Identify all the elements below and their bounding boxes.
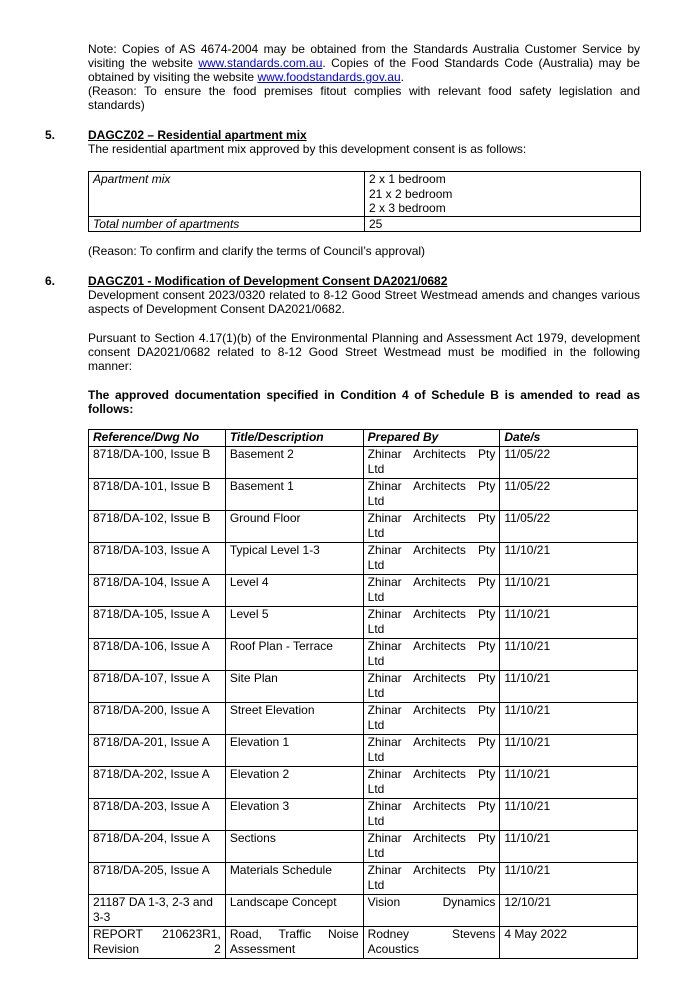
table-row — [89, 798, 638, 830]
date-cell: 12/10/21 — [500, 894, 638, 926]
title-cell: Site Plan — [225, 670, 363, 702]
note-text-1: Note: Copies of AS 4674-2004 may be obtained from the Standards Australia Customer Service by visiting the website — [88, 42, 640, 70]
title-cell: Level 5 — [225, 606, 363, 638]
title-cell: Basement 1 — [225, 478, 363, 510]
prepared-by-cell: Zhinar Architects Pty Ltd — [363, 830, 500, 862]
title-cell: Street Elevation — [225, 702, 363, 734]
date-cell: 11/10/21 — [500, 638, 638, 670]
table-row — [89, 542, 638, 574]
title-cell: Level 4 — [225, 574, 363, 606]
table-row — [89, 446, 638, 478]
prepared-by-cell: Zhinar Architects Pty Ltd — [363, 734, 500, 766]
title-cell: Typical Level 1-3 — [225, 542, 363, 574]
section-6-bold-para: The approved documentation specified in Condition 4 of Schedule B is amended to read as follows: — [88, 388, 640, 416]
total-apartments-label: Total number of apartments — [89, 216, 365, 232]
table-row — [89, 478, 638, 510]
table-header-row — [89, 430, 638, 447]
table-row — [89, 830, 638, 862]
title-cell: Ground Floor — [225, 510, 363, 542]
prepared-by-cell: Zhinar Architects Pty Ltd — [363, 510, 500, 542]
date-cell: 11/05/22 — [500, 510, 638, 542]
section-6-title: DAGCZ01 - Modification of Development Consent DA2021/0682 — [88, 274, 448, 288]
foodstandards-link[interactable]: www.foodstandards.gov.au — [257, 70, 401, 84]
apartment-mix-row — [89, 172, 641, 217]
section-5-title: DAGCZ02 – Residential apartment mix — [88, 128, 307, 142]
table-row — [89, 766, 638, 798]
apartment-mix-label: Apartment mix — [89, 172, 365, 217]
date-cell: 11/05/22 — [500, 446, 638, 478]
note-text-3: . — [400, 70, 404, 84]
reference-cell: 8718/DA-203, Issue A — [89, 798, 226, 830]
reference-cell: 8718/DA-100, Issue B — [89, 446, 226, 478]
reference-cell: 21187 DA 1-3, 2-3 and 3-3 — [89, 894, 226, 926]
prepared-by-cell: Vision Dynamics — [363, 894, 500, 926]
title-cell: Elevation 3 — [225, 798, 363, 830]
prepared-by-cell: Zhinar Architects Pty Ltd — [363, 606, 500, 638]
date-cell: 11/10/21 — [500, 734, 638, 766]
apartment-mix-value: 2 x 1 bedroom — [369, 172, 446, 186]
reference-cell: 8718/DA-204, Issue A — [89, 830, 226, 862]
header-prepared-by: Prepared By — [363, 430, 500, 447]
date-cell: 11/10/21 — [500, 862, 638, 894]
table-row — [89, 606, 638, 638]
apartment-mix-value: 2 x 3 bedroom — [369, 201, 446, 215]
section-6-para-1: Development consent 2023/0320 related to 8-12 Good Street Westmead amends and changes various aspects of Development Consent DA2021/0682. — [88, 288, 640, 316]
reference-cell: 8718/DA-101, Issue B — [89, 478, 226, 510]
table-row — [89, 926, 638, 958]
prepared-by-cell: Rodney Stevens Acoustics — [363, 926, 500, 958]
apartment-mix-value: 21 x 2 bedroom — [369, 186, 453, 201]
reference-cell: 8718/DA-105, Issue A — [89, 606, 226, 638]
table-row — [89, 702, 638, 734]
date-cell: 4 May 2022 — [500, 926, 638, 958]
table-row — [89, 510, 638, 542]
total-apartments-value: 25 — [365, 216, 641, 232]
prepared-by-cell: Zhinar Architects Pty Ltd — [363, 478, 500, 510]
title-cell: Road, Traffic Noise Assessment — [225, 926, 363, 958]
date-cell: 11/10/21 — [500, 606, 638, 638]
prepared-by-cell: Zhinar Architects Pty Ltd — [363, 670, 500, 702]
total-apartments-row — [89, 216, 641, 232]
header-title: Title/Description — [225, 430, 363, 447]
date-cell: 11/05/22 — [500, 478, 638, 510]
reference-cell: 8718/DA-202, Issue A — [89, 766, 226, 798]
date-cell: 11/10/21 — [500, 702, 638, 734]
section-5-reason: (Reason: To confirm and clarify the terms of Council’s approval) — [88, 244, 426, 258]
table-row — [89, 862, 638, 894]
table-row — [89, 574, 638, 606]
prepared-by-cell: Zhinar Architects Pty Ltd — [363, 766, 500, 798]
section-6-number: 6. — [45, 274, 56, 288]
title-cell: Basement 2 — [225, 446, 363, 478]
reference-cell: 8718/DA-107, Issue A — [89, 670, 226, 702]
reference-cell: 8718/DA-102, Issue B — [89, 510, 226, 542]
reference-cell: 8718/DA-205, Issue A — [89, 862, 226, 894]
apartment-mix-table — [88, 171, 641, 232]
date-cell: 11/10/21 — [500, 574, 638, 606]
table-row — [89, 638, 638, 670]
table-row — [89, 734, 638, 766]
title-cell: Elevation 2 — [225, 766, 363, 798]
table-row — [89, 670, 638, 702]
prepared-by-cell: Zhinar Architects Pty Ltd — [363, 862, 500, 894]
approved-documents-body — [89, 446, 638, 958]
section-5-number: 5. — [45, 128, 56, 142]
title-cell: Elevation 1 — [225, 734, 363, 766]
header-reference: Reference/Dwg No — [89, 430, 226, 447]
date-cell: 11/10/21 — [500, 766, 638, 798]
approved-documents-table — [88, 429, 638, 959]
prepared-by-cell: Zhinar Architects Pty Ltd — [363, 446, 500, 478]
title-cell: Roof Plan - Terrace — [225, 638, 363, 670]
title-cell: Sections — [225, 830, 363, 862]
standards-link[interactable]: www.standards.com.au — [198, 56, 323, 70]
date-cell: 11/10/21 — [500, 830, 638, 862]
section-5-intro: The residential apartment mix approved by this development consent is as follows: — [88, 142, 527, 156]
title-cell: Materials Schedule — [225, 862, 363, 894]
reference-cell: 8718/DA-104, Issue A — [89, 574, 226, 606]
prepared-by-cell: Zhinar Architects Pty Ltd — [363, 542, 500, 574]
prepared-by-cell: Zhinar Architects Pty Ltd — [363, 702, 500, 734]
header-dates: Date/s — [500, 430, 638, 447]
date-cell: 11/10/21 — [500, 670, 638, 702]
prepared-by-cell: Zhinar Architects Pty Ltd — [363, 638, 500, 670]
note-paragraph — [88, 42, 640, 112]
apartment-mix-values — [365, 172, 641, 217]
reference-cell: 8718/DA-200, Issue A — [89, 702, 226, 734]
reference-cell: 8718/DA-103, Issue A — [89, 542, 226, 574]
note-text-2: . Copies of the Food Standards Code (Australia) may be obtained by visiting the website — [88, 56, 640, 84]
table-row — [89, 894, 638, 926]
note-reason: (Reason: To ensure the food premises fitout complies with relevant food safety legislation and standards) — [88, 84, 640, 112]
reference-cell: REPORT 210623R1, Revision 2 — [89, 926, 226, 958]
reference-cell: 8718/DA-106, Issue A — [89, 638, 226, 670]
section-6-para-2: Pursuant to Section 4.17(1)(b) of the Environmental Planning and Assessment Act 1979, development consent DA2021/0682 related to 8-12 Good Street Westmead must be modified in the following manner: — [88, 331, 640, 373]
date-cell: 11/10/21 — [500, 798, 638, 830]
title-cell: Landscape Concept — [225, 894, 363, 926]
reference-cell: 8718/DA-201, Issue A — [89, 734, 226, 766]
date-cell: 11/10/21 — [500, 542, 638, 574]
prepared-by-cell: Zhinar Architects Pty Ltd — [363, 574, 500, 606]
prepared-by-cell: Zhinar Architects Pty Ltd — [363, 798, 500, 830]
